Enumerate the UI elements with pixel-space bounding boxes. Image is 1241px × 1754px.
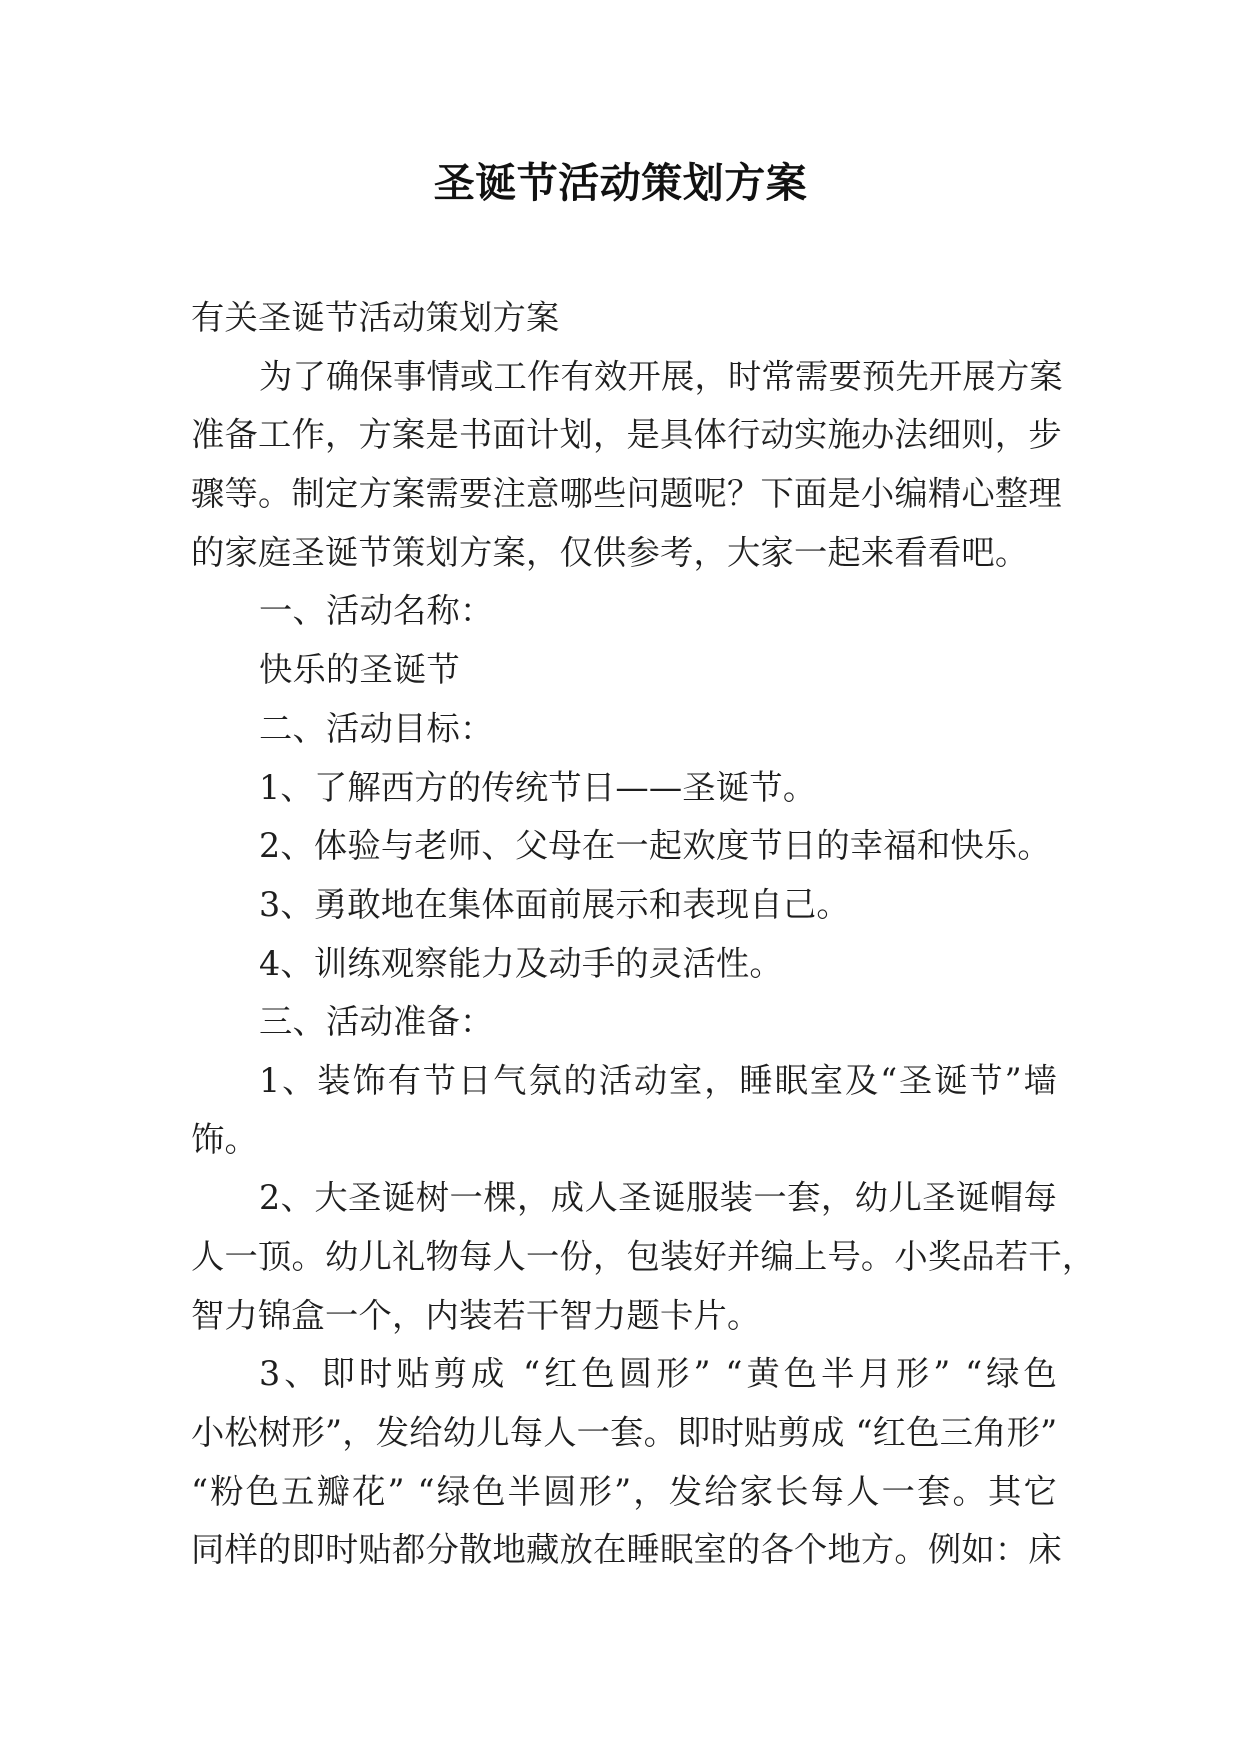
body-line: 一、活动名称： (259, 591, 494, 631)
body-line: 1、了解西方的传统节日——圣诞节。 (259, 767, 817, 807)
paragraph-activity-name (191, 641, 1057, 700)
list-item-goal (191, 817, 1057, 876)
body-line: 同样的即时贴都分散地藏放在睡眠室的各个地方。例如：床 (191, 1530, 1062, 1570)
list-item-goal (191, 759, 1057, 818)
body-line: 4、训练观察能力及动手的灵活性。 (259, 943, 783, 983)
paragraph-intro (191, 348, 1063, 583)
body-line: 有关圣诞节活动策划方案 (191, 298, 560, 337)
list-item-preparation (191, 1169, 1096, 1345)
body-line: 的家庭圣诞节策划方案，仅供参考，大家一起来看看吧。 (191, 532, 1029, 572)
section-heading-activity-preparation (191, 993, 1057, 1052)
body-line: 人一顶。幼儿礼物每人一份，包装好并编上号。小奖品若干， (191, 1237, 1096, 1276)
body-line: 智力锦盒一个，内装若干智力题卡片。 (191, 1295, 761, 1335)
body-line: 准备工作，方案是书面计划，是具体行动实施办法细则，步 (191, 415, 1062, 455)
body-line: 3、勇敢地在集体面前展示和表现自己。 (259, 884, 850, 924)
body-line: 2、体验与老师、父母在一起欢度节日的幸福和快乐。 (259, 826, 1051, 866)
body-line: 为了确保事情或工作有效开展，时常需要预先开展方案 (259, 356, 1063, 396)
body-line: 快乐的圣诞节 (259, 650, 460, 690)
document-title: 圣诞节活动策划方案 (433, 159, 808, 207)
document-body (191, 289, 1096, 1580)
body-line: “粉色五瓣花” “绿色半圆形”，发给家长每人一套。其它 (191, 1471, 1057, 1511)
list-item-goal (191, 935, 1057, 994)
body-line: 二、活动目标： (259, 708, 494, 748)
body-line: 饰。 (191, 1119, 258, 1159)
body-line: 小松树形”，发给幼儿每人一套。即时贴剪成 “红色三角形” (191, 1413, 1058, 1453)
body-line: 骤等。制定方案需要注意哪些问题呢？下面是小编精心整理 (191, 474, 1062, 514)
section-heading-activity-name (191, 582, 1057, 641)
paragraph-intro-heading (191, 289, 1057, 348)
list-item-preparation (191, 1052, 1057, 1169)
list-item-preparation (191, 1345, 1062, 1580)
list-item-goal (191, 876, 1057, 935)
section-heading-activity-goals (191, 700, 1057, 759)
body-line: 3、即时贴剪成 “红色圆形” “黄色半月形” “绿色 (259, 1354, 1057, 1394)
body-line: 1、装饰有节日气氛的活动室，睡眠室及“圣诞节”墙 (259, 1060, 1057, 1100)
body-line: 2、大圣诞树一棵，成人圣诞服装一套，幼儿圣诞帽每 (259, 1178, 1057, 1218)
body-line: 三、活动准备： (259, 1002, 494, 1042)
